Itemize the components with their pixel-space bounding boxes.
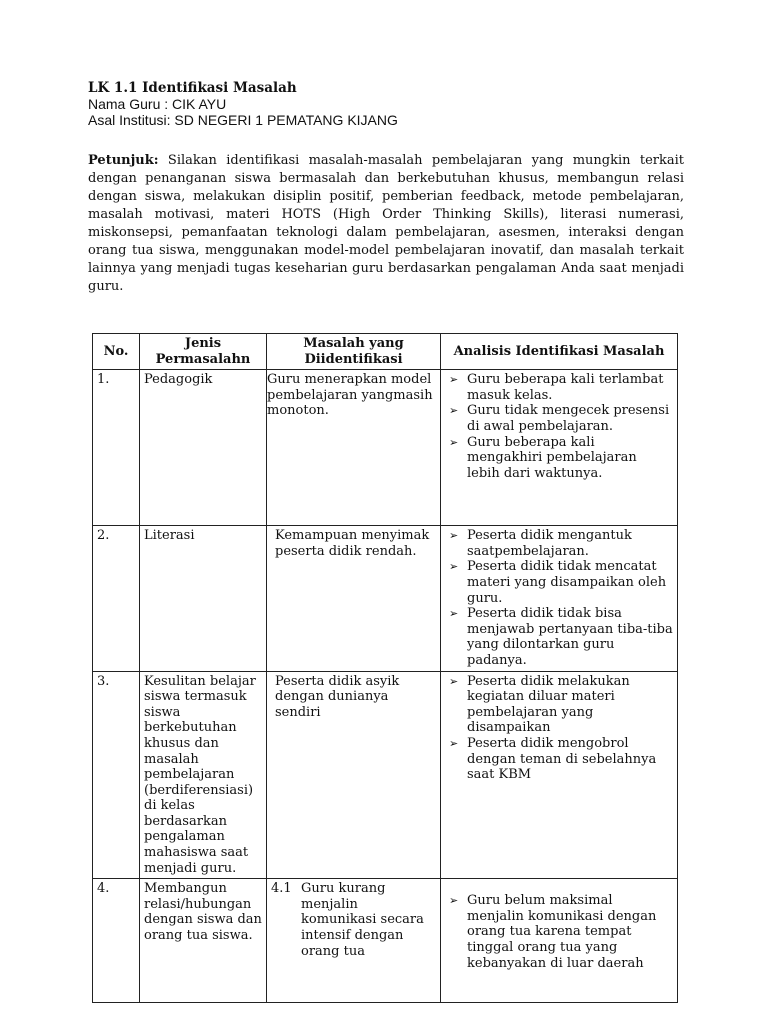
instructions-paragraph xyxy=(88,152,684,296)
masalah-number: 4.1 xyxy=(271,881,292,897)
row-masalah: Guru menerapkan model pembelajaran yangmasih monoton. xyxy=(267,370,441,526)
header-masalah: Masalah yang Diidentifikasi xyxy=(267,334,441,370)
row-masalah: Kemampuan menyimak peserta didik rendah. xyxy=(267,526,441,671)
nama-guru: Nama Guru : CIK AYU xyxy=(88,96,227,112)
row-jenis: Kesulitan belajar siswa termasuk siswa berkebutuhan khusus dan masalah pembelajaran (berdiferensiasi) di kelas berdasarkan pengalaman mahasiswa saat menjadi guru. xyxy=(140,671,267,879)
list-item: ➢ Guru beberapa kali terlambat masuk kelas. xyxy=(445,372,673,403)
list-item: ➢ Guru tidak mengecek presensi di awal pembelajaran. xyxy=(445,403,673,434)
instructions-text: Silakan identifikasi masalah-masalah pembelajaran yang mungkin terkait dengan penanganan siswa bermasalah dan berkebutuhan khusus, membangun relasi dengan siswa, melakukan disiplin positif, pemberian feedback, metode pembelajaran, masalah motivasi, materi HOTS (High Order Thinking Skills), literasi numerasi, miskonsepsi, pemanfaatan teknologi dalam pembelajaran, asesmen, interaksi dengan orang tua siswa, menggunakan model-model pembelajaran inovatif, dan masalah terkait lainnya yang menjadi tugas keseharian guru berdasarkan pengalaman Anda saat menjadi guru. xyxy=(88,153,684,294)
list-item: ➢ Guru beberapa kali mengakhiri pembelajaran lebih dari waktunya. xyxy=(445,435,673,482)
list-item: ➢ Peserta didik melakukan kegiatan diluar materi pembelajaran yang disampaikan xyxy=(445,674,673,736)
table-row xyxy=(93,370,678,526)
table-row xyxy=(93,879,678,1003)
list-item: ➢ Guru belum maksimal menjalin komunikasi dengan orang tua karena tempat tinggal orang tua yang kebanyakan di luar daerah xyxy=(445,893,673,971)
row-jenis: Literasi xyxy=(140,526,267,671)
list-item: ➢ Peserta didik mengantuk saatpembelajaran. xyxy=(445,528,673,559)
list-item: ➢ Peserta didik mengobrol dengan teman di sebelahnya saat KBM xyxy=(445,736,673,783)
row-jenis: Membangun relasi/hubungan dengan siswa dan orang tua siswa. xyxy=(140,879,267,1003)
row-analisis xyxy=(441,879,678,1003)
row-no: 4. xyxy=(93,879,140,1003)
header-analisis: Analisis Identifikasi Masalah xyxy=(441,334,678,370)
row-jenis: Pedagogik xyxy=(140,370,267,526)
header-no: No. xyxy=(93,334,140,370)
row-no: 2. xyxy=(93,526,140,671)
row-analisis xyxy=(441,370,678,526)
table-header-row xyxy=(93,334,678,370)
instructions-label: Petunjuk: xyxy=(88,153,159,168)
row-analisis xyxy=(441,526,678,671)
document-title: LK 1.1 Identifikasi Masalah xyxy=(88,80,297,96)
table-row xyxy=(93,526,678,671)
table-row xyxy=(93,671,678,879)
problem-identification-table xyxy=(92,333,678,1003)
row-no: 1. xyxy=(93,370,140,526)
header-jenis: Jenis Permasalahn xyxy=(140,334,267,370)
asal-institusi: Asal Institusi: SD NEGERI 1 PEMATANG KIJANG xyxy=(88,112,398,128)
row-masalah: Peserta didik asyik dengan dunianya sendiri xyxy=(267,671,441,879)
masalah-text: Guru kurang menjalin komunikasi secara intensif dengan orang tua xyxy=(301,881,424,959)
list-item: ➢ Peserta didik tidak bisa menjawab pertanyaan tiba-tiba yang dilontarkan guru padanya. xyxy=(445,606,673,668)
row-analisis xyxy=(441,671,678,879)
list-item: ➢ Peserta didik tidak mencatat materi yang disampaikan oleh guru. xyxy=(445,559,673,606)
row-masalah xyxy=(267,879,441,1003)
row-no: 3. xyxy=(93,671,140,879)
document-header xyxy=(88,80,688,128)
